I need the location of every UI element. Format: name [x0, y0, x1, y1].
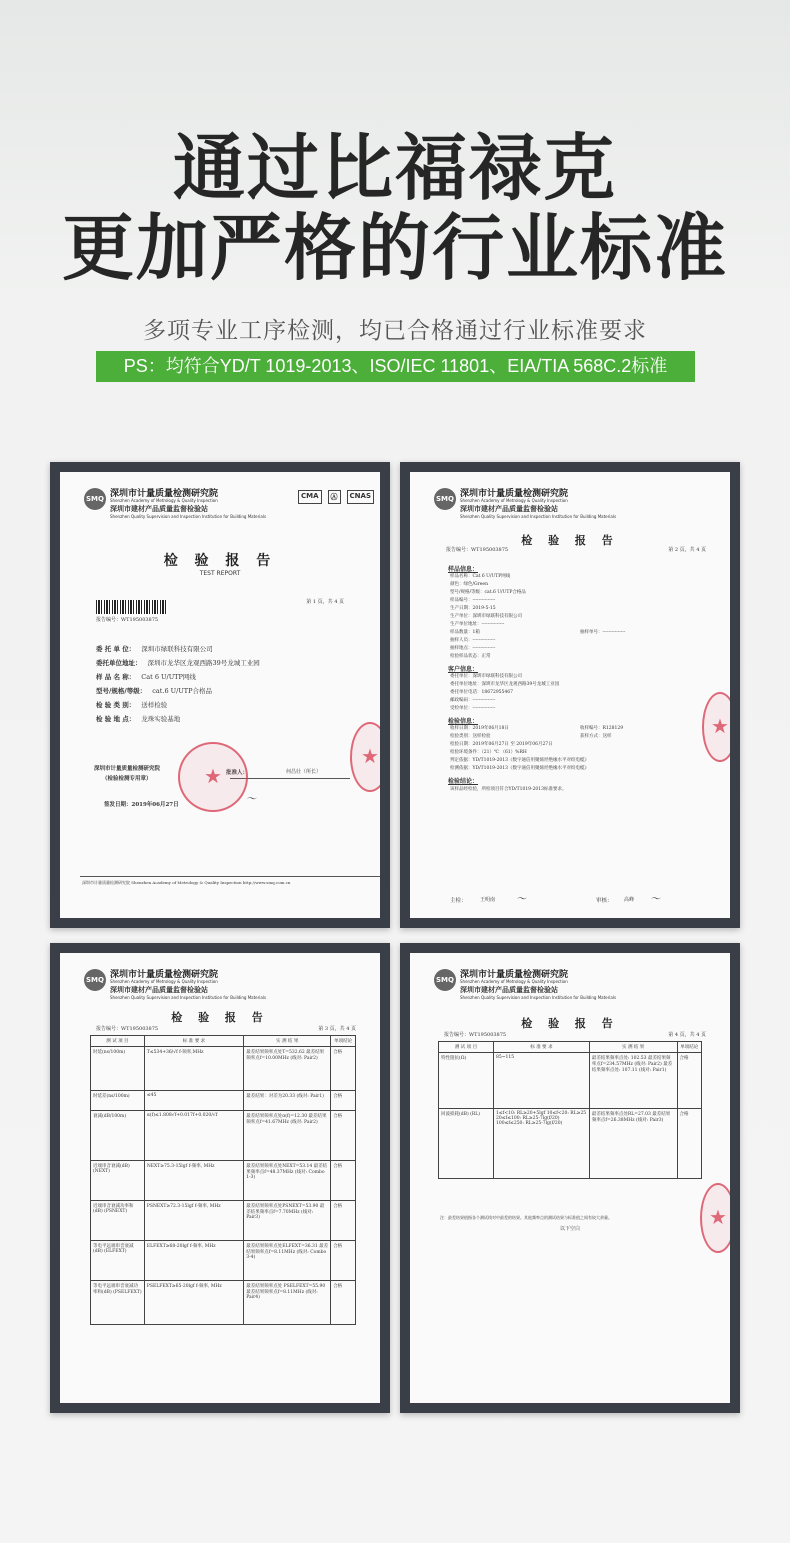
- institute-name: 深圳市计量质量检测研究院: [110, 970, 219, 980]
- subtitle: 多项专业工序检测，均已合格通过行业标准要求: [143, 318, 647, 344]
- cell-conclusion: 合格: [331, 1047, 356, 1091]
- table-row: [91, 1281, 356, 1325]
- report-header: [84, 967, 374, 1003]
- received-number: 收样编号：R128129: [580, 726, 624, 731]
- station-name: 深圳市建材产品质量监督检验站: [460, 505, 558, 513]
- approver-line: [230, 778, 350, 779]
- report-frame-page-1: [50, 462, 390, 928]
- report-title: 检 验 报 告: [521, 534, 619, 547]
- footer-text: 深圳市计量质量检测研究院 Shenzhen Academy of Metrology & Quality Inspection http://www.smq.com.cn: [82, 880, 291, 885]
- seal-label: 深圳市计量质量检测研究院: [94, 766, 161, 772]
- cell-result: 最差结果频率点处ELFEXT=36.31 最差结果频率点f=8.11MHz (线对: Combo 3-4): [244, 1241, 331, 1281]
- institute-name-en: Shenzhen Academy of Metrology & Quality Inspection: [460, 979, 568, 984]
- table-row: [91, 1241, 356, 1281]
- report-title: 检 验 报 告: [163, 553, 277, 569]
- reviewer-signature: ～: [650, 894, 660, 905]
- sample-line: 样品名称：Cat 6 U/UTP网线: [450, 574, 511, 579]
- section-sample-info: 样品信息：: [448, 566, 479, 573]
- station-name-en: Shenzhen Quality Supervision and Inspection Institution for Building Materials: [110, 514, 267, 519]
- table-row: [91, 1161, 356, 1201]
- report-page-4: [410, 953, 730, 1403]
- sample-line: 型号/规格/等级：cat.6 U/UTP合格品: [450, 590, 526, 595]
- report-title: 检 验 报 告: [171, 1011, 269, 1024]
- barcode: [96, 600, 168, 614]
- sample-line: 检验样品状态：正常: [450, 654, 491, 659]
- sample-line: 样品编号：---------------: [450, 598, 496, 603]
- section-client-info: 客户信息：: [448, 666, 479, 673]
- report-header: [84, 486, 374, 522]
- cell-item: 近端串音衰减功率和(dB) (PSNEXT): [91, 1201, 145, 1241]
- table-row: [91, 1091, 356, 1111]
- table-header-row: [91, 1036, 356, 1047]
- station-name: 深圳市建材产品质量监督检验站: [460, 986, 558, 994]
- cell-requirement: NEXT≥75.3-15lgf f-频率, MHz: [144, 1161, 243, 1201]
- cell-item: 等电平远端串音衰减(dB) (ELFEXT): [91, 1241, 145, 1281]
- station-name-en: Shenzhen Quality Supervision and Inspection Institution for Building Materials: [460, 995, 617, 1000]
- cnas-mark: CNAS: [347, 490, 374, 504]
- table-row: [439, 1109, 702, 1179]
- headline-line-1: 通过比福禄克: [172, 126, 617, 210]
- field-inspection-type: 检 验 类 别： 送样检验: [96, 701, 168, 709]
- report-number: 报告编号：WT195003875: [96, 617, 159, 623]
- sample-line: 样品数量：1箱: [450, 630, 480, 635]
- inspection-line: 判定依据：YD/T1019-2013《数字通信用聚烯烃绝缘水平对绞电缆》: [450, 758, 590, 763]
- cell-requirement: PSNEXT≥72.3-15lgf f-频率, MHz: [144, 1201, 243, 1241]
- cell-item: 特性阻抗(Ω): [439, 1053, 494, 1109]
- report-header: [434, 967, 724, 1003]
- cell-conclusion: 合格: [677, 1109, 702, 1179]
- report-title: 检 验 报 告: [521, 1017, 619, 1030]
- cell-conclusion: 合格: [331, 1241, 356, 1281]
- client-line: 委托单位地址：深圳市龙华区龙观西路39号龙城工业园: [450, 682, 560, 687]
- cell-item: 近端串音衰减(dB) (NEXT): [91, 1161, 145, 1201]
- institute-name: 深圳市计量质量检测研究院: [460, 489, 569, 499]
- report-frame-page-3: [50, 943, 390, 1413]
- certification-marks: [298, 490, 374, 504]
- cell-requirement: T≤534+36/√f f-频率,MHz: [144, 1047, 243, 1091]
- cell-requirement: 85~115: [494, 1053, 590, 1109]
- inspection-line: 检验日期：2019年06月27日 至 2019年06月27日: [450, 742, 553, 747]
- page-number: 第 2 页，共 4 页: [668, 547, 706, 553]
- sample-line: 生产日期：2019-5-15: [450, 606, 496, 611]
- station-name-en: Shenzhen Quality Supervision and Inspection Institution for Building Materials: [110, 995, 267, 1000]
- cell-conclusion: 合格: [331, 1281, 356, 1325]
- page-number: 第 3 页，共 4 页: [318, 1026, 356, 1032]
- page-number: 第 1 页，共 4 页: [306, 599, 344, 605]
- column-header: 测 试 项 目: [91, 1036, 145, 1047]
- cell-result: 最差结果频率点处PSNEXT=53.90 最差结果频率点f=7.70MHz (线对: Pair3): [244, 1201, 331, 1241]
- test-results-table: [438, 1041, 702, 1179]
- cell-item: 衰减(dB/100m): [91, 1111, 145, 1161]
- cell-conclusion: 合格: [677, 1053, 702, 1109]
- report-number: 报告编号：WT195003875: [446, 547, 509, 553]
- table-note: 注：最差结果值指各个测试线对中最差的结果。其他频率点的测试结果与标准值之间有较大余量。: [440, 1215, 612, 1220]
- station-name: 深圳市建材产品质量监督检验站: [110, 986, 208, 994]
- client-line: 受检单位：---------------: [450, 706, 496, 711]
- cell-result: 最差结果频率点处: 102.53 最差结果频率点f=234.57MHz (线对: Pair2) 最差结果频率点处: 107.11 (线对: Pair1): [589, 1053, 677, 1109]
- sample-line: 抽样人员：---------------: [450, 638, 496, 643]
- reviewer-name: 高峰: [624, 897, 635, 903]
- cell-result: 最差结果频率点处NEXT=53.14 最差结果频率点f=48.37MHz (线对: Combo 1-3): [244, 1161, 331, 1201]
- institute-name-en: Shenzhen Academy of Metrology & Quality Inspection: [460, 498, 568, 503]
- headline-line-2: 更加严格的行业标准: [61, 206, 728, 290]
- column-header: 实 测 结 果: [589, 1042, 677, 1053]
- a-mark: Ⓐ: [328, 490, 341, 504]
- column-header: 单项结论: [331, 1036, 356, 1047]
- field-sample-name: 样 品 名 称： Cat 6 U/UTP网线: [96, 673, 196, 681]
- institute-name-en: Shenzhen Academy of Metrology & Quality Inspection: [110, 979, 218, 984]
- page-number: 第 4 页，共 4 页: [668, 1032, 706, 1038]
- inspection-line: 检验类别：送样检验: [450, 734, 491, 739]
- report-header: [434, 486, 724, 522]
- smq-logo: SMQ: [84, 969, 106, 991]
- sample-acquisition: 获样方式：送样: [580, 734, 612, 739]
- report-page-1: [60, 472, 380, 918]
- column-header: 标 准 要 求: [494, 1042, 590, 1053]
- cell-conclusion: 合格: [331, 1091, 356, 1111]
- approver-label: 批准人：: [226, 770, 249, 776]
- column-header: 测 试 项 目: [439, 1042, 494, 1053]
- sample-line: 抽样地点：---------------: [450, 646, 496, 651]
- institute-name: 深圳市计量质量检测研究院: [460, 970, 569, 980]
- chief-label: 主检：: [450, 898, 467, 904]
- report-title-en: TEST REPORT: [199, 570, 241, 577]
- cma-mark: CMA: [298, 490, 322, 504]
- client-line: 委托单位：深圳市绿联科技有限公司: [450, 674, 522, 679]
- client-line: 邮政编码：---------------: [450, 698, 496, 703]
- inspection-line: 检测依据：YD/T1019-2013《数字通信用聚烯烃绝缘水平对绞电缆》: [450, 766, 590, 771]
- column-header: 实 测 结 果: [244, 1036, 331, 1047]
- test-results-table: [90, 1035, 356, 1325]
- section-conclusion: 检验结论：: [448, 778, 479, 785]
- cell-result: 最差结果频率点处 PSELFEXT=55.90 最差结果频率点f=8.11MHz (线对: Pair4): [244, 1281, 331, 1325]
- cell-result: 最差结果：对差为20.33 (线对: Pair1): [244, 1091, 331, 1111]
- hero-section: [0, 0, 790, 440]
- edge-seal-stamp: [700, 1183, 730, 1253]
- issue-date: 签发日期：2019年06月27日: [104, 802, 179, 808]
- report-frame-page-4: [400, 943, 740, 1413]
- cell-item: 时延差(ns/100m): [91, 1091, 145, 1111]
- approver-name: 何昌壮（所长）: [286, 769, 322, 775]
- column-header: 标 准 要 求: [144, 1036, 243, 1047]
- institute-name-en: Shenzhen Academy of Metrology & Quality Inspection: [110, 498, 218, 503]
- approver-signature: ～: [246, 794, 256, 805]
- report-page-2: [410, 472, 730, 918]
- edge-seal-stamp: [702, 692, 730, 762]
- column-header: 单项结论: [677, 1042, 702, 1053]
- cell-requirement: ≤45: [144, 1091, 243, 1111]
- chief-signature: ～: [516, 894, 526, 905]
- cell-conclusion: 合格: [331, 1161, 356, 1201]
- report-number: 报告编号：WT195003875: [96, 1026, 159, 1032]
- client-line: 委托单位电话：18672955467: [450, 690, 513, 695]
- inspection-line: 收样日期：2019年06月18日: [450, 726, 509, 731]
- report-number: 报告编号：WT195003875: [444, 1032, 507, 1038]
- field-client: 委 托 单 位： 深圳市绿联科技有限公司: [96, 645, 213, 653]
- smq-logo: SMQ: [434, 488, 456, 510]
- sampling-number: 抽样单号：---------------: [580, 630, 626, 635]
- cell-requirement: ELFEXT≥68-20lgf f-频率, MHz: [144, 1241, 243, 1281]
- official-seal-stamp: [178, 742, 248, 812]
- table-row: [91, 1111, 356, 1161]
- cell-item: 等电平远端串音衰减功率和(dB) (PSELFEXT): [91, 1281, 145, 1325]
- table-row: [91, 1201, 356, 1241]
- cell-item: 回波损耗(dB) (RL): [439, 1109, 494, 1179]
- table-row: [91, 1047, 356, 1091]
- standards-banner: PS：均符合YD/T 1019-2013、ISO/IEC 11801、EIA/TIA 568C.2标准: [96, 351, 695, 382]
- cell-result: 最差结果频率点处RL=27.03 最差结果频率点f=26.38MHz (线对: Pair3): [589, 1109, 677, 1179]
- table-header-row: [439, 1042, 702, 1053]
- cell-requirement: α(f)≤1.808√f+0.017f+0.020/√f: [144, 1111, 243, 1161]
- reviewer-label: 审核：: [596, 898, 613, 904]
- inspection-line: 检验环境条件：（21）℃ （61）%RH: [450, 750, 527, 755]
- cell-requirement: 1≤f<10: RL≥20+5lgf 10≤f<20: RL≥25 20≤f≤100: RL≥25-7lg(f/20) 100≤f≤250: RL≥25-7lg(f/20): [494, 1109, 590, 1179]
- field-inspection-site: 检 验 地 点： 龙珠实验基地: [96, 715, 181, 723]
- sample-line: 生产单位：深圳市绿联科技有限公司: [450, 614, 522, 619]
- cell-item: 时延(ns/100m): [91, 1047, 145, 1091]
- edge-seal-stamp: [350, 722, 380, 792]
- table-row: [439, 1053, 702, 1109]
- station-name-en: Shenzhen Quality Supervision and Inspection Institution for Building Materials: [460, 514, 617, 519]
- cell-conclusion: 合格: [331, 1201, 356, 1241]
- report-page-3: [60, 953, 380, 1403]
- sample-line: 生产单位地址：---------------: [450, 622, 505, 627]
- footer-rule: [80, 876, 380, 877]
- sample-line: 颜色：绿色/Green: [450, 582, 488, 587]
- section-inspection-info: 检验信息：: [448, 718, 479, 725]
- field-model: 型号/规格/等级： cat.6 U/UTP合格品: [96, 687, 213, 695]
- report-frame-page-2: [400, 462, 740, 928]
- cell-result: 最差结果频率点处T=532.62 最差结果频率点f=10.00MHz (线对: Pair2): [244, 1047, 331, 1091]
- conclusion-line: 该样品经检验，所检项目符合YD/T1019-2013标准要求。: [450, 787, 567, 792]
- smq-logo: SMQ: [84, 488, 106, 510]
- cell-result: 最差结果频率点处α(f)=12.30 最差结果频率点f=41.67MHz (线对: Pair2): [244, 1111, 331, 1161]
- field-client-address: 委托单位地址： 深圳市龙华区龙观西路39号龙城工业园: [96, 659, 260, 667]
- cell-requirement: PSELFEXT≥65-20lgf f-频率, MHz: [144, 1281, 243, 1325]
- chief-name: 王明南: [480, 897, 496, 903]
- cell-conclusion: 合格: [331, 1111, 356, 1161]
- seal-sub-label: （检验检测专用章）: [102, 776, 152, 782]
- end-of-report: 以下空白: [559, 1226, 580, 1232]
- smq-logo: SMQ: [434, 969, 456, 991]
- station-name: 深圳市建材产品质量监督检验站: [110, 505, 208, 513]
- institute-name: 深圳市计量质量检测研究院: [110, 489, 219, 499]
